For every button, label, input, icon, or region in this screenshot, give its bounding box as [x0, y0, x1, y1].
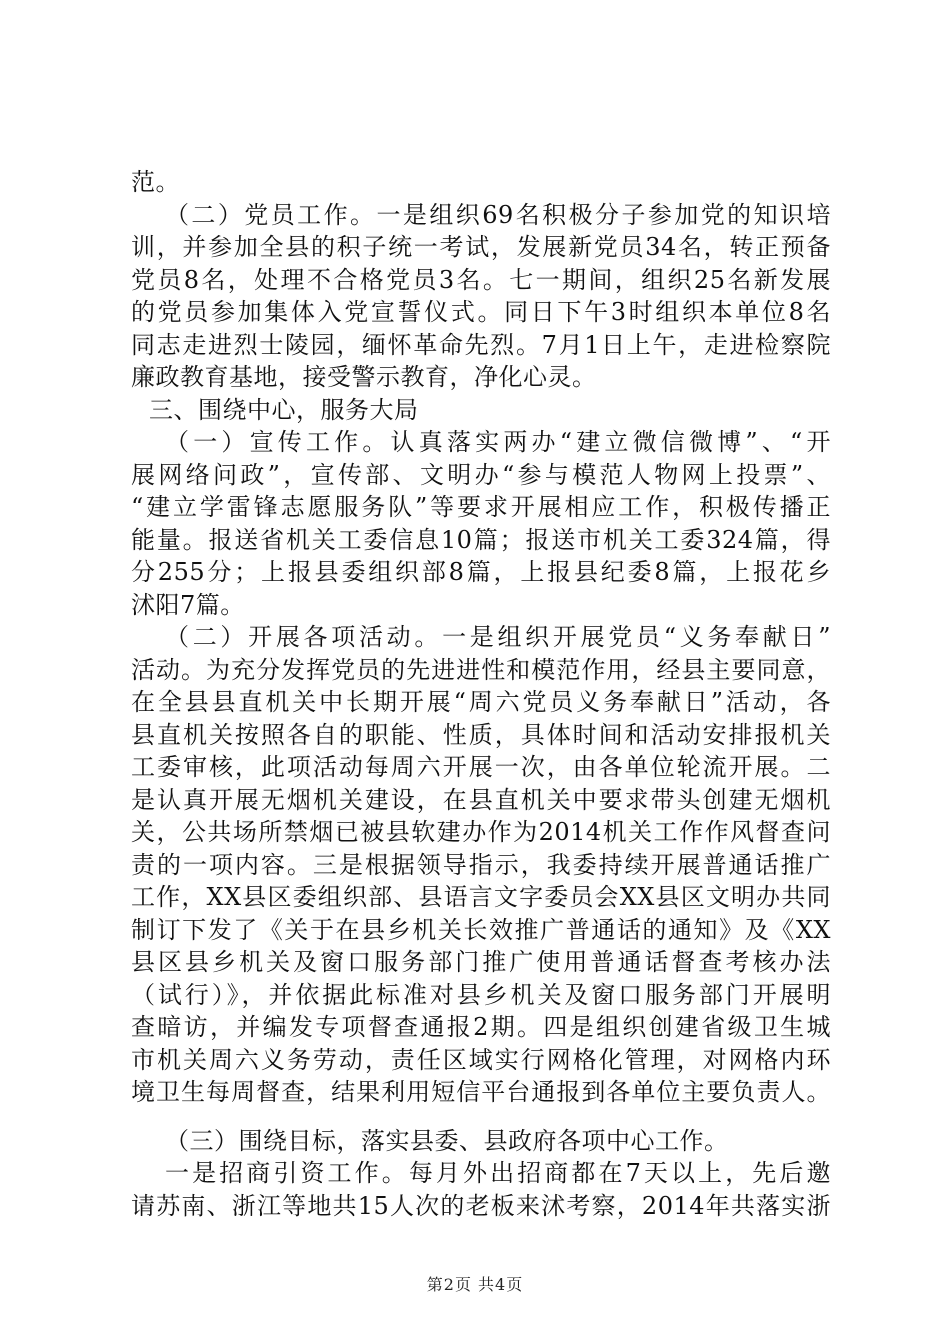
paragraph-line: 训，并参加全县的积子统一考试，发展新党员34名，转正预备 [131, 233, 831, 261]
paragraph-line: 党员8名，处理不合格党员3名。七一期间，组织25名新发展 [131, 265, 831, 294]
paragraph-line: 责的一项内容。三是根据领导指示，我委持续开展普通话推广 [131, 850, 831, 879]
paragraph-line: 沭阳7篇。 [131, 590, 245, 619]
paragraph-line: 同志走进烈士陵园，缅怀革命先烈。7月1日上午，走进检察院 [131, 330, 831, 359]
paragraph-line: 境卫生每周督查，结果利用短信平台通报到各单位主要负责人。 [131, 1078, 831, 1106]
paragraph-line: （二）开展各项活动。一是组织开展党员“义务奉献日” [165, 623, 831, 651]
paragraph-line: 分255分；上报县委组织部8篇，上报县纪委8篇，上报花乡 [131, 558, 831, 586]
paragraph-line: 的党员参加集体入党宣誓仪式。同日下午3时组织本单位8名 [131, 298, 831, 326]
paragraph-line: 一是招商引资工作。每月外出招商都在7天以上，先后邀 [165, 1159, 831, 1187]
paragraph-line: 查暗访，并编发专项督查通报2期。四是组织创建省级卫生城 [131, 1013, 831, 1041]
paragraph-line: 关，公共场所禁烟已被县软建办作为2014机关工作作风督查问 [131, 818, 831, 846]
page-footer [0, 1272, 950, 1295]
paragraph-line: （二）党员工作。一是组织69名积极分子参加党的知识培 [165, 200, 831, 229]
section-heading: 三、围绕中心，服务大局 [149, 395, 419, 424]
paragraph-line: 工委审核，此项活动每周六开展一次，由各单位轮流开展。二 [131, 753, 831, 781]
paragraph-line: 县直机关按照各自的职能、性质，具体时间和活动安排报机关 [131, 720, 831, 749]
paragraph-line: 展网络问政”，宣传部、文明办“参与模范人物网上投票”、 [131, 460, 831, 489]
paragraph-line: 市机关周六义务劳动，责任区域实行网格化管理，对网格内环 [131, 1045, 831, 1074]
paragraph-line: （三）围绕目标，落实县委、县政府各项中心工作。 [165, 1126, 729, 1155]
paragraph-line: 在全县县直机关中长期开展“周六党员义务奉献日”活动，各 [131, 688, 831, 716]
paragraph-line: 县区县乡机关及窗口服务部门推广使用普通话督查考核办法 [131, 948, 831, 976]
paragraph-line: 请苏南、浙江等地共15人次的老板来沭考察，2014年共落实浙 [131, 1191, 831, 1220]
paragraph-line: 廉政教育基地，接受警示教育，净化心灵。 [131, 363, 597, 391]
paragraph-line: 范。 [131, 168, 180, 196]
paragraph-line: 工作，XX县区委组织部、县语言文字委员会XX县区文明办共同 [131, 883, 831, 911]
paragraph-line: 是认真开展无烟机关建设，在县直机关中要求带头创建无烟机 [131, 785, 831, 814]
paragraph-gap [131, 1109, 831, 1125]
document-body [131, 166, 831, 1222]
paragraph-line: （一）宣传工作。认真落实两办“建立微信微博”、“开 [165, 428, 831, 456]
paragraph-line: （试行）》，并依据此标准对县乡机关及窗口服务部门开展明 [131, 980, 831, 1009]
paragraph-line: 能量。报送省机关工委信息10篇；报送市机关工委324篇，得 [131, 525, 831, 554]
page-number-label: 第2页 共4页 [426, 1275, 524, 1294]
paragraph-line: 制订下发了《关于在县乡机关长效推广普通话的通知》及《XX [131, 915, 831, 944]
paragraph-line: “建立学雷锋志愿服务队”等要求开展相应工作，积极传播正 [131, 493, 831, 521]
paragraph-line: 活动。为充分发挥党员的先进进性和模范作用，经县主要同意， [131, 655, 831, 684]
